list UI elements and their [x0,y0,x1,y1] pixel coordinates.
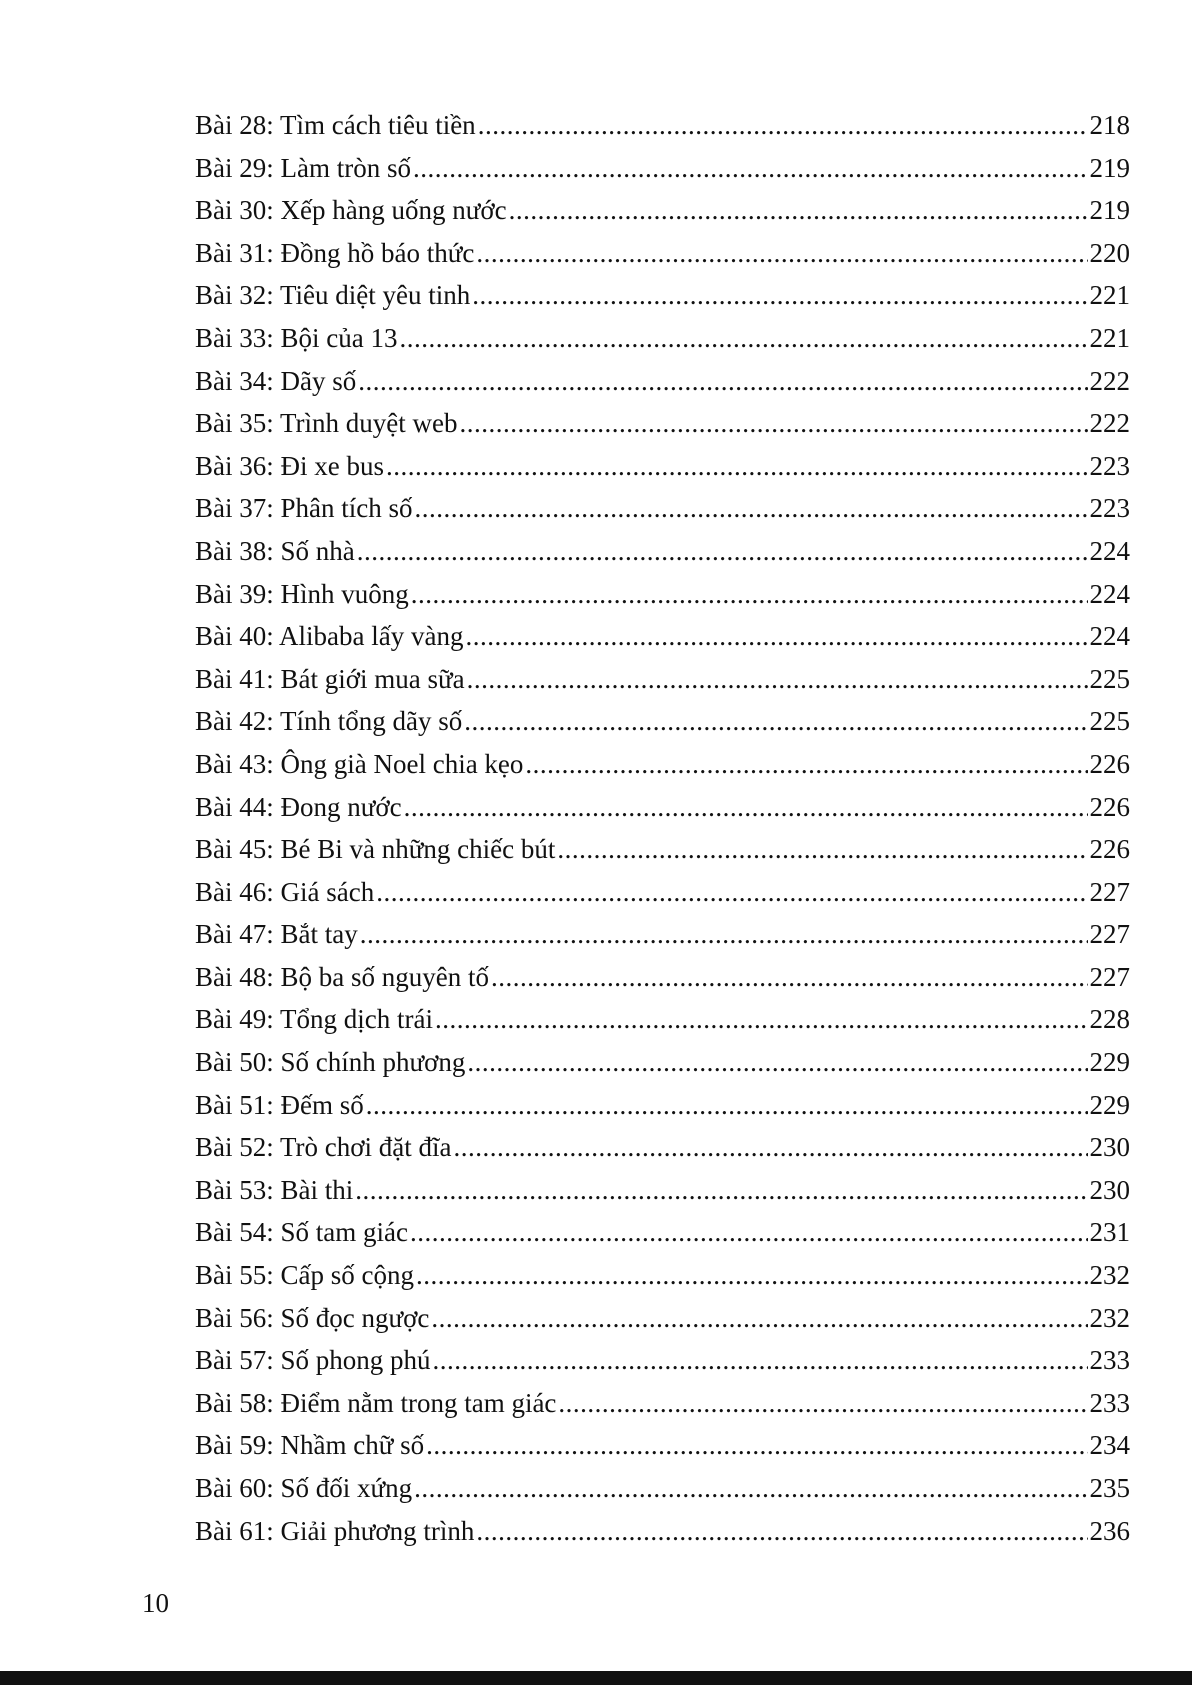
toc-entry-title: Bài 55: Cấp số cộng [195,1260,414,1291]
toc-dot-leader [357,530,1088,573]
toc-entry [195,274,1130,317]
toc-entry-page: 230 [1089,1132,1130,1163]
toc-entry-title: Bài 48: Bộ ba số nguyên tố [195,961,489,992]
toc-entry [195,1467,1130,1510]
toc-entry-page: 219 [1089,195,1130,226]
toc-dot-leader [366,1084,1088,1127]
toc-entry-page: 230 [1089,1174,1130,1205]
toc-entry-page: 229 [1089,1089,1130,1120]
toc-dot-leader [426,1424,1087,1467]
toc-dot-leader [472,274,1087,317]
toc-dot-leader [476,1510,1087,1553]
toc-entry [195,445,1130,488]
toc-entry-title: Bài 54: Số tam giác [195,1217,408,1248]
toc-dot-leader [404,786,1088,829]
toc-entry [195,956,1130,999]
toc-entry [195,1297,1130,1340]
toc-entry [195,998,1130,1041]
toc-entry-page: 224 [1089,535,1130,566]
toc-entry-title: Bài 39: Hình vuông [195,578,409,609]
toc-entry [195,1510,1130,1553]
toc-entry-title: Bài 37: Phân tích số [195,493,413,524]
toc-entry-page: 227 [1089,961,1130,992]
toc-dot-leader [435,998,1088,1041]
toc-entry-page: 223 [1089,450,1130,481]
toc-entry-page: 235 [1089,1473,1130,1503]
toc-dot-leader [386,445,1088,488]
toc-dot-leader [410,1211,1088,1254]
toc-entry-page: 229 [1089,1047,1130,1078]
toc-entry-page: 227 [1089,876,1130,907]
toc-entry-page: 222 [1089,408,1130,439]
toc-dot-leader [355,1169,1087,1212]
toc-entry-page: 232 [1089,1302,1130,1333]
toc-dot-leader [431,1297,1087,1340]
toc-dot-leader [460,402,1088,445]
toc-dot-leader [467,1041,1087,1084]
toc-entry-page: 220 [1089,237,1130,268]
toc-entry-page: 233 [1089,1345,1130,1376]
toc-dot-leader [465,615,1087,658]
toc-entry-title: Bài 56: Số đọc ngược [195,1302,430,1333]
toc-entry-title: Bài 30: Xếp hàng uống nước [195,195,507,226]
toc-entry-title: Bài 35: Trình duyệt web [195,408,458,439]
toc-entry-title: Bài 46: Giá sách [195,876,375,907]
toc-dot-leader [416,1254,1088,1297]
toc-entry [195,1041,1130,1084]
toc-dot-leader [558,1382,1087,1425]
toc-dot-leader [414,1467,1087,1510]
toc-entry [195,232,1130,275]
toc-entry-page: 224 [1089,578,1130,609]
toc-entry [195,913,1130,956]
toc-entry [195,402,1130,445]
page-number: 10 [142,1588,169,1618]
toc-entry-title: Bài 43: Ông già Noel chia kẹo [195,748,524,779]
toc-entry [195,615,1130,658]
toc-entry-page: 236 [1089,1515,1130,1546]
toc-entry-title: Bài 28: Tìm cách tiêu tiền [195,110,476,140]
toc-entry-page: 231 [1089,1217,1130,1248]
toc-entry [195,658,1130,701]
toc-entry-title: Bài 36: Đi xe bus [195,450,384,481]
toc-entry [195,1211,1130,1254]
toc-dot-leader [557,828,1087,871]
toc-dot-leader [399,317,1087,360]
toc-entry [195,104,1130,147]
toc-entry-title: Bài 34: Dãy số [195,365,357,396]
toc-entry-page: 223 [1089,493,1130,524]
toc-entry [195,743,1130,786]
toc-entry-title: Bài 32: Tiêu diệt yêu tinh [195,280,471,311]
toc-entry-title: Bài 45: Bé Bi và những chiếc bút [195,834,556,865]
toc-entry [195,147,1130,190]
toc-entry-title: Bài 49: Tổng dịch trái [195,1004,433,1035]
toc-dot-leader [415,487,1088,530]
toc-entry-title: Bài 31: Đồng hồ báo thức [195,237,475,268]
toc-dot-leader [525,743,1087,786]
toc-entry-title: Bài 53: Bài thi [195,1174,354,1205]
toc-entry [195,786,1130,829]
scan-bottom-edge [0,1671,1192,1685]
toc-entry-title: Bài 38: Số nhà [195,535,355,566]
toc-entry-title: Bài 29: Làm tròn số [195,152,411,183]
toc-dot-leader [464,700,1087,743]
toc-entry [195,1084,1130,1127]
toc-dot-leader [467,658,1088,701]
toc-entry [195,1254,1130,1297]
toc-entry-title: Bài 52: Trò chơi đặt đĩa [195,1132,452,1163]
toc-entry-title: Bài 33: Bội của 13 [195,322,398,353]
toc-entry [195,487,1130,530]
toc-entry-title: Bài 47: Bắt tay [195,919,358,950]
toc-entry-page: 218 [1089,110,1130,140]
toc-entry-page: 225 [1089,663,1130,694]
toc-dot-leader [360,913,1088,956]
toc-dot-leader [491,956,1088,999]
toc-entry [195,828,1130,871]
toc-entry-title: Bài 58: Điểm nằm trong tam giác [195,1387,557,1418]
toc-entry-title: Bài 44: Đong nước [195,791,402,822]
toc-entry-title: Bài 59: Nhầm chữ số [195,1430,425,1461]
toc-entry [195,530,1130,573]
toc-dot-leader [454,1126,1088,1169]
toc-dot-leader [411,573,1088,616]
toc-entry-title: Bài 50: Số chính phương [195,1047,466,1078]
toc-dot-leader [376,871,1087,914]
toc-entry [195,700,1130,743]
toc-dot-leader [478,104,1088,147]
toc-entry-page: 221 [1089,280,1130,311]
toc-entry [195,360,1130,403]
toc-entry-title: Bài 41: Bát giới mua sữa [195,663,465,694]
toc-entry-page: 222 [1089,365,1130,396]
toc-entry-page: 234 [1089,1430,1130,1461]
toc-entry-page: 225 [1089,706,1130,737]
toc-entry-page: 232 [1089,1260,1130,1291]
toc-entry [195,1169,1130,1212]
toc-entry-page: 227 [1089,919,1130,950]
toc-entry [195,1126,1130,1169]
toc-entry [195,1382,1130,1425]
toc-entry [195,317,1130,360]
toc-entry-page: 226 [1089,748,1130,779]
toc-entry [195,573,1130,616]
toc-dot-leader [476,232,1087,275]
toc-entry-title: Bài 61: Giải phương trình [195,1515,475,1546]
toc-entry-page: 228 [1089,1004,1130,1035]
toc-entry-page: 221 [1089,322,1130,353]
toc-entry-title: Bài 57: Số phong phú [195,1345,431,1376]
toc-entry [195,871,1130,914]
toc-entry-title: Bài 40: Alibaba lấy vàng [195,621,464,652]
toc-entry-page: 226 [1089,834,1130,865]
toc-dot-leader [509,189,1088,232]
toc-entry-title: Bài 51: Đếm số [195,1089,364,1120]
table-of-contents [195,104,1130,1552]
toc-entry [195,1339,1130,1382]
toc-dot-leader [358,360,1087,403]
toc-entry [195,1424,1130,1467]
toc-entry-page: 233 [1089,1387,1130,1418]
toc-entry-page: 224 [1089,621,1130,652]
toc-entry-page: 219 [1089,152,1130,183]
toc-entry-page: 226 [1089,791,1130,822]
toc-dot-leader [413,147,1088,190]
toc-entry-title: Bài 42: Tính tổng dãy số [195,706,463,737]
toc-dot-leader [433,1339,1088,1382]
toc-entry-title: Bài 60: Số đối xứng [195,1473,413,1503]
toc-entry [195,189,1130,232]
